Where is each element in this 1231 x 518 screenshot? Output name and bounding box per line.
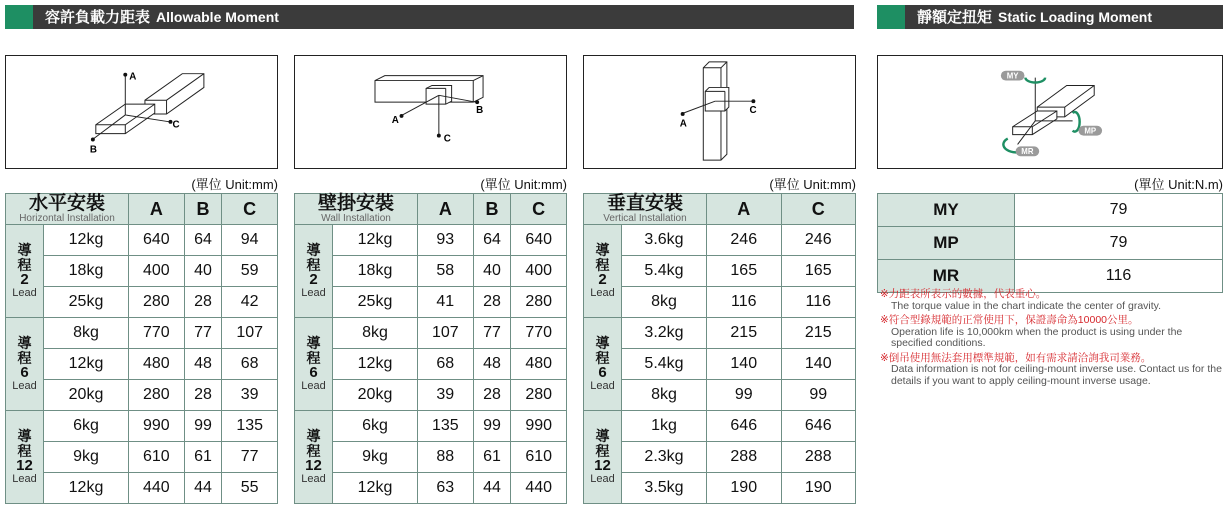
table-header-row	[6, 194, 278, 225]
axis-c-label: C	[749, 104, 757, 116]
moment-cell: 190	[781, 473, 856, 504]
moment-cell: 215	[707, 318, 782, 349]
table-row	[878, 194, 1223, 227]
lead-value: 2	[309, 271, 318, 289]
table-row	[295, 225, 567, 256]
column-header: B	[184, 194, 222, 225]
static-moment-header	[877, 5, 1223, 29]
load-cell: 8kg	[622, 380, 707, 411]
table-row	[584, 318, 856, 349]
table-row	[6, 225, 278, 256]
load-cell: 12kg	[333, 225, 418, 256]
moment-cell: 140	[707, 349, 782, 380]
moment-cell: 770	[129, 318, 185, 349]
axis-a-label: A	[129, 71, 137, 83]
lead-cell	[6, 318, 44, 411]
lead-zh: 導	[595, 335, 610, 352]
load-cell: 9kg	[44, 442, 129, 473]
load-cell: 20kg	[44, 380, 129, 411]
table-row	[6, 318, 278, 349]
moment-cell: 63	[418, 473, 474, 504]
lead-zh: 導	[595, 242, 610, 259]
static-moment-diagram	[877, 55, 1223, 169]
static-moment-illustration	[878, 56, 1222, 168]
moment-cell: 165	[781, 256, 856, 287]
note-en: Data information is not for ceiling-mount inverse use. Contact us for the details if you want to apply ceiling-mount inverse usage.	[891, 363, 1222, 387]
column-header: B	[473, 194, 511, 225]
moment-cell: 135	[222, 411, 278, 442]
moment-cell: 28	[184, 380, 222, 411]
unit-label: (單位 Unit:mm)	[480, 177, 567, 192]
axis-c-label: C	[443, 133, 451, 145]
lead-value: 12	[305, 457, 322, 475]
table-header-row	[584, 194, 856, 225]
table-row	[295, 380, 567, 411]
lead-value: 12	[594, 457, 611, 475]
table-title-cell	[295, 194, 418, 225]
load-cell: 2.3kg	[622, 442, 707, 473]
moment-cell: 480	[129, 349, 185, 380]
load-cell: 25kg	[44, 287, 129, 318]
load-cell: 12kg	[333, 473, 418, 504]
moment-cell: 770	[511, 318, 567, 349]
table-row	[295, 411, 567, 442]
lead-value: 2	[598, 271, 607, 289]
moment-cell: 280	[129, 380, 185, 411]
allowable-moment-header	[5, 5, 854, 29]
lead-value: 6	[20, 364, 29, 382]
table-title-cell	[584, 194, 707, 225]
moment-cell: 77	[473, 318, 511, 349]
lead-zh: 導	[306, 335, 321, 352]
moment-cell: 44	[473, 473, 511, 504]
moment-value: 116	[1015, 260, 1223, 293]
notes	[880, 289, 1226, 390]
moment-cell: 88	[418, 442, 474, 473]
note-en: The torque value in the chart indicate the center of gravity.	[891, 299, 1162, 312]
moment-cell: 68	[222, 349, 278, 380]
moment-cell: 646	[707, 411, 782, 442]
moment-cell: 990	[511, 411, 567, 442]
install-type-title: 垂直安裝	[606, 193, 683, 214]
moment-cell: 48	[473, 349, 511, 380]
load-cell: 8kg	[333, 318, 418, 349]
vertical-moment-table	[583, 193, 856, 504]
moment-key: MY	[878, 194, 1015, 227]
horizontal-moment-table	[5, 193, 278, 504]
wall-moment-table	[294, 193, 567, 504]
lead-zh: 程	[595, 349, 610, 366]
lead-zh: 程	[306, 256, 321, 273]
moment-cell: 480	[511, 349, 567, 380]
column-header: C	[781, 194, 856, 225]
moment-cell: 44	[184, 473, 222, 504]
moment-title-en: Allowable Moment	[156, 9, 279, 25]
install-type-subtitle: Horizontal Installation	[19, 212, 115, 224]
table-row	[6, 442, 278, 473]
moment-value: 79	[1015, 227, 1223, 260]
header-accent	[5, 5, 33, 29]
lead-zh: 程	[306, 442, 321, 459]
lead-value: 6	[309, 364, 318, 382]
lead-zh: 導	[17, 428, 32, 445]
table-row	[584, 225, 856, 256]
lead-zh: 程	[595, 256, 610, 273]
note-en: Operation life is 10,000km when the product is using under the specified conditions.	[891, 325, 1183, 349]
table-row	[584, 349, 856, 380]
load-cell: 1kg	[622, 411, 707, 442]
moment-cell: 190	[707, 473, 782, 504]
moment-cell: 77	[184, 318, 222, 349]
lead-zh: 程	[17, 349, 32, 366]
install-type-title: 水平安裝	[28, 193, 105, 214]
table-row	[295, 256, 567, 287]
table-row	[6, 473, 278, 504]
lead-cell	[6, 411, 44, 504]
load-cell: 3.5kg	[622, 473, 707, 504]
load-cell: 5.4kg	[622, 349, 707, 380]
table-row	[295, 318, 567, 349]
moment-cell: 39	[222, 380, 278, 411]
moment-cell: 61	[184, 442, 222, 473]
axis-a-label: A	[679, 118, 687, 130]
moment-cell: 40	[184, 256, 222, 287]
moment-cell: 610	[511, 442, 567, 473]
install-type-title: 壁掛安裝	[317, 193, 394, 214]
unit-label: (單位 Unit:mm)	[191, 177, 278, 192]
lead-zh: 程	[17, 256, 32, 273]
table-row	[295, 349, 567, 380]
note-zh: ※倒吊使用無法套用標準規範，如有需求請洽詢我司業務。	[880, 351, 1152, 364]
table-row	[295, 442, 567, 473]
load-cell: 12kg	[333, 349, 418, 380]
axis-c-label: C	[172, 119, 180, 131]
table-row	[295, 473, 567, 504]
moment-cell: 59	[222, 256, 278, 287]
moment-cell: 99	[781, 380, 856, 411]
lead-value: 12	[16, 457, 33, 475]
lead-en: Lead	[12, 473, 37, 486]
wall-install-illustration	[295, 56, 566, 168]
table-row	[6, 349, 278, 380]
moment-cell: 28	[473, 287, 511, 318]
moment-cell: 116	[781, 287, 856, 318]
moment-cell: 400	[511, 256, 567, 287]
moment-cell: 39	[418, 380, 474, 411]
table-header-row	[295, 194, 567, 225]
lead-zh: 導	[306, 242, 321, 259]
mr-badge: MR	[1021, 147, 1034, 157]
vertical-install-illustration	[584, 56, 855, 168]
table-row	[6, 256, 278, 287]
table-row	[584, 256, 856, 287]
moment-cell: 99	[707, 380, 782, 411]
moment-cell: 640	[129, 225, 185, 256]
lead-zh: 程	[306, 349, 321, 366]
my-badge: MY	[1006, 71, 1019, 81]
moment-cell: 77	[222, 442, 278, 473]
moment-cell: 140	[781, 349, 856, 380]
lead-zh: 導	[306, 428, 321, 445]
lead-cell	[584, 225, 622, 318]
lead-cell	[295, 318, 333, 411]
moment-cell: 40	[473, 256, 511, 287]
horizontal-diagram	[5, 55, 278, 169]
load-cell: 8kg	[44, 318, 129, 349]
moment-cell: 610	[129, 442, 185, 473]
moment-cell: 165	[707, 256, 782, 287]
lead-cell	[584, 318, 622, 411]
mp-badge: MP	[1084, 126, 1097, 136]
table-row	[6, 287, 278, 318]
table-row	[584, 442, 856, 473]
axis-b-label: B	[89, 144, 98, 156]
moment-cell: 288	[781, 442, 856, 473]
load-cell: 18kg	[44, 256, 129, 287]
axis-a-label: A	[391, 114, 399, 126]
wall-diagram	[294, 55, 567, 169]
table-title-cell	[6, 194, 129, 225]
table-row	[584, 380, 856, 411]
moment-cell: 55	[222, 473, 278, 504]
moment-cell: 42	[222, 287, 278, 318]
moment-cell: 107	[418, 318, 474, 349]
moment-cell: 99	[184, 411, 222, 442]
moment-key: MR	[878, 260, 1015, 293]
lead-zh: 程	[595, 442, 610, 459]
lead-en: Lead	[590, 287, 615, 300]
moment-cell: 990	[129, 411, 185, 442]
moment-cell: 280	[511, 380, 567, 411]
table-row	[584, 287, 856, 318]
moment-cell: 400	[129, 256, 185, 287]
load-cell: 12kg	[44, 349, 129, 380]
lead-en: Lead	[590, 473, 615, 486]
moment-cell: 280	[511, 287, 567, 318]
unit-label: (單位 Unit:mm)	[769, 177, 856, 192]
load-cell: 3.6kg	[622, 225, 707, 256]
table-row	[584, 411, 856, 442]
load-cell: 3.2kg	[622, 318, 707, 349]
load-cell: 5.4kg	[622, 256, 707, 287]
moment-cell: 28	[473, 380, 511, 411]
moment-cell: 58	[418, 256, 474, 287]
lead-zh: 導	[595, 428, 610, 445]
moment-cell: 107	[222, 318, 278, 349]
moment-cell: 68	[418, 349, 474, 380]
column-header: C	[222, 194, 278, 225]
moment-cell: 640	[511, 225, 567, 256]
load-cell: 8kg	[622, 287, 707, 318]
moment-cell: 116	[707, 287, 782, 318]
moment-cell: 64	[184, 225, 222, 256]
lead-en: Lead	[12, 380, 37, 393]
moment-title-zh: 容許負載力距表	[45, 9, 151, 26]
load-cell: 18kg	[333, 256, 418, 287]
lead-en: Lead	[12, 287, 37, 300]
lead-en: Lead	[301, 473, 326, 486]
moment-cell: 99	[473, 411, 511, 442]
moment-cell: 135	[418, 411, 474, 442]
lead-cell	[295, 411, 333, 504]
moment-cell: 440	[511, 473, 567, 504]
axis-b-label: B	[476, 104, 484, 116]
table-row	[878, 227, 1223, 260]
static-title-zh: 靜額定扭矩	[917, 9, 993, 26]
load-cell: 12kg	[44, 225, 129, 256]
static-unit-label: (單位 Unit:N.m)	[1134, 177, 1223, 192]
lead-en: Lead	[301, 380, 326, 393]
lead-value: 6	[598, 364, 607, 382]
moment-cell: 64	[473, 225, 511, 256]
static-title-en: Static Loading Moment	[998, 9, 1153, 25]
moment-cell: 41	[418, 287, 474, 318]
horizontal-install-illustration	[6, 56, 277, 168]
moment-cell: 94	[222, 225, 278, 256]
lead-value: 2	[20, 271, 29, 289]
moment-cell: 93	[418, 225, 474, 256]
lead-cell	[6, 225, 44, 318]
moment-cell: 246	[707, 225, 782, 256]
load-cell: 9kg	[333, 442, 418, 473]
lead-en: Lead	[590, 380, 615, 393]
lead-cell	[295, 225, 333, 318]
load-cell: 25kg	[333, 287, 418, 318]
column-header: A	[418, 194, 474, 225]
table-row	[584, 473, 856, 504]
moment-cell: 61	[473, 442, 511, 473]
load-cell: 12kg	[44, 473, 129, 504]
column-header: A	[707, 194, 782, 225]
load-cell: 20kg	[333, 380, 418, 411]
table-row	[6, 411, 278, 442]
column-header: C	[511, 194, 567, 225]
lead-zh: 導	[17, 335, 32, 352]
note-zh: ※力距表所表示的數據，代表重心。	[880, 288, 1047, 300]
table-row	[6, 380, 278, 411]
moment-cell: 440	[129, 473, 185, 504]
moment-value: 79	[1015, 194, 1223, 227]
lead-en: Lead	[301, 287, 326, 300]
moment-cell: 288	[707, 442, 782, 473]
lead-zh: 程	[17, 442, 32, 459]
lead-cell	[584, 411, 622, 504]
static-moment-table	[877, 193, 1223, 293]
header-accent	[877, 5, 905, 29]
lead-zh: 導	[17, 242, 32, 259]
install-type-subtitle: Vertical Installation	[603, 212, 687, 224]
table-row	[295, 287, 567, 318]
load-cell: 6kg	[333, 411, 418, 442]
load-cell: 6kg	[44, 411, 129, 442]
moment-cell: 646	[781, 411, 856, 442]
note-zh: ※符合型錄規範的正常使用下，保證壽命為10000公里。	[880, 314, 1139, 326]
moment-cell: 246	[781, 225, 856, 256]
vertical-diagram	[583, 55, 856, 169]
moment-key: MP	[878, 227, 1015, 260]
install-type-subtitle: Wall Installation	[321, 212, 391, 224]
moment-cell: 48	[184, 349, 222, 380]
moment-cell: 28	[184, 287, 222, 318]
moment-cell: 215	[781, 318, 856, 349]
column-header: A	[129, 194, 185, 225]
moment-cell: 280	[129, 287, 185, 318]
